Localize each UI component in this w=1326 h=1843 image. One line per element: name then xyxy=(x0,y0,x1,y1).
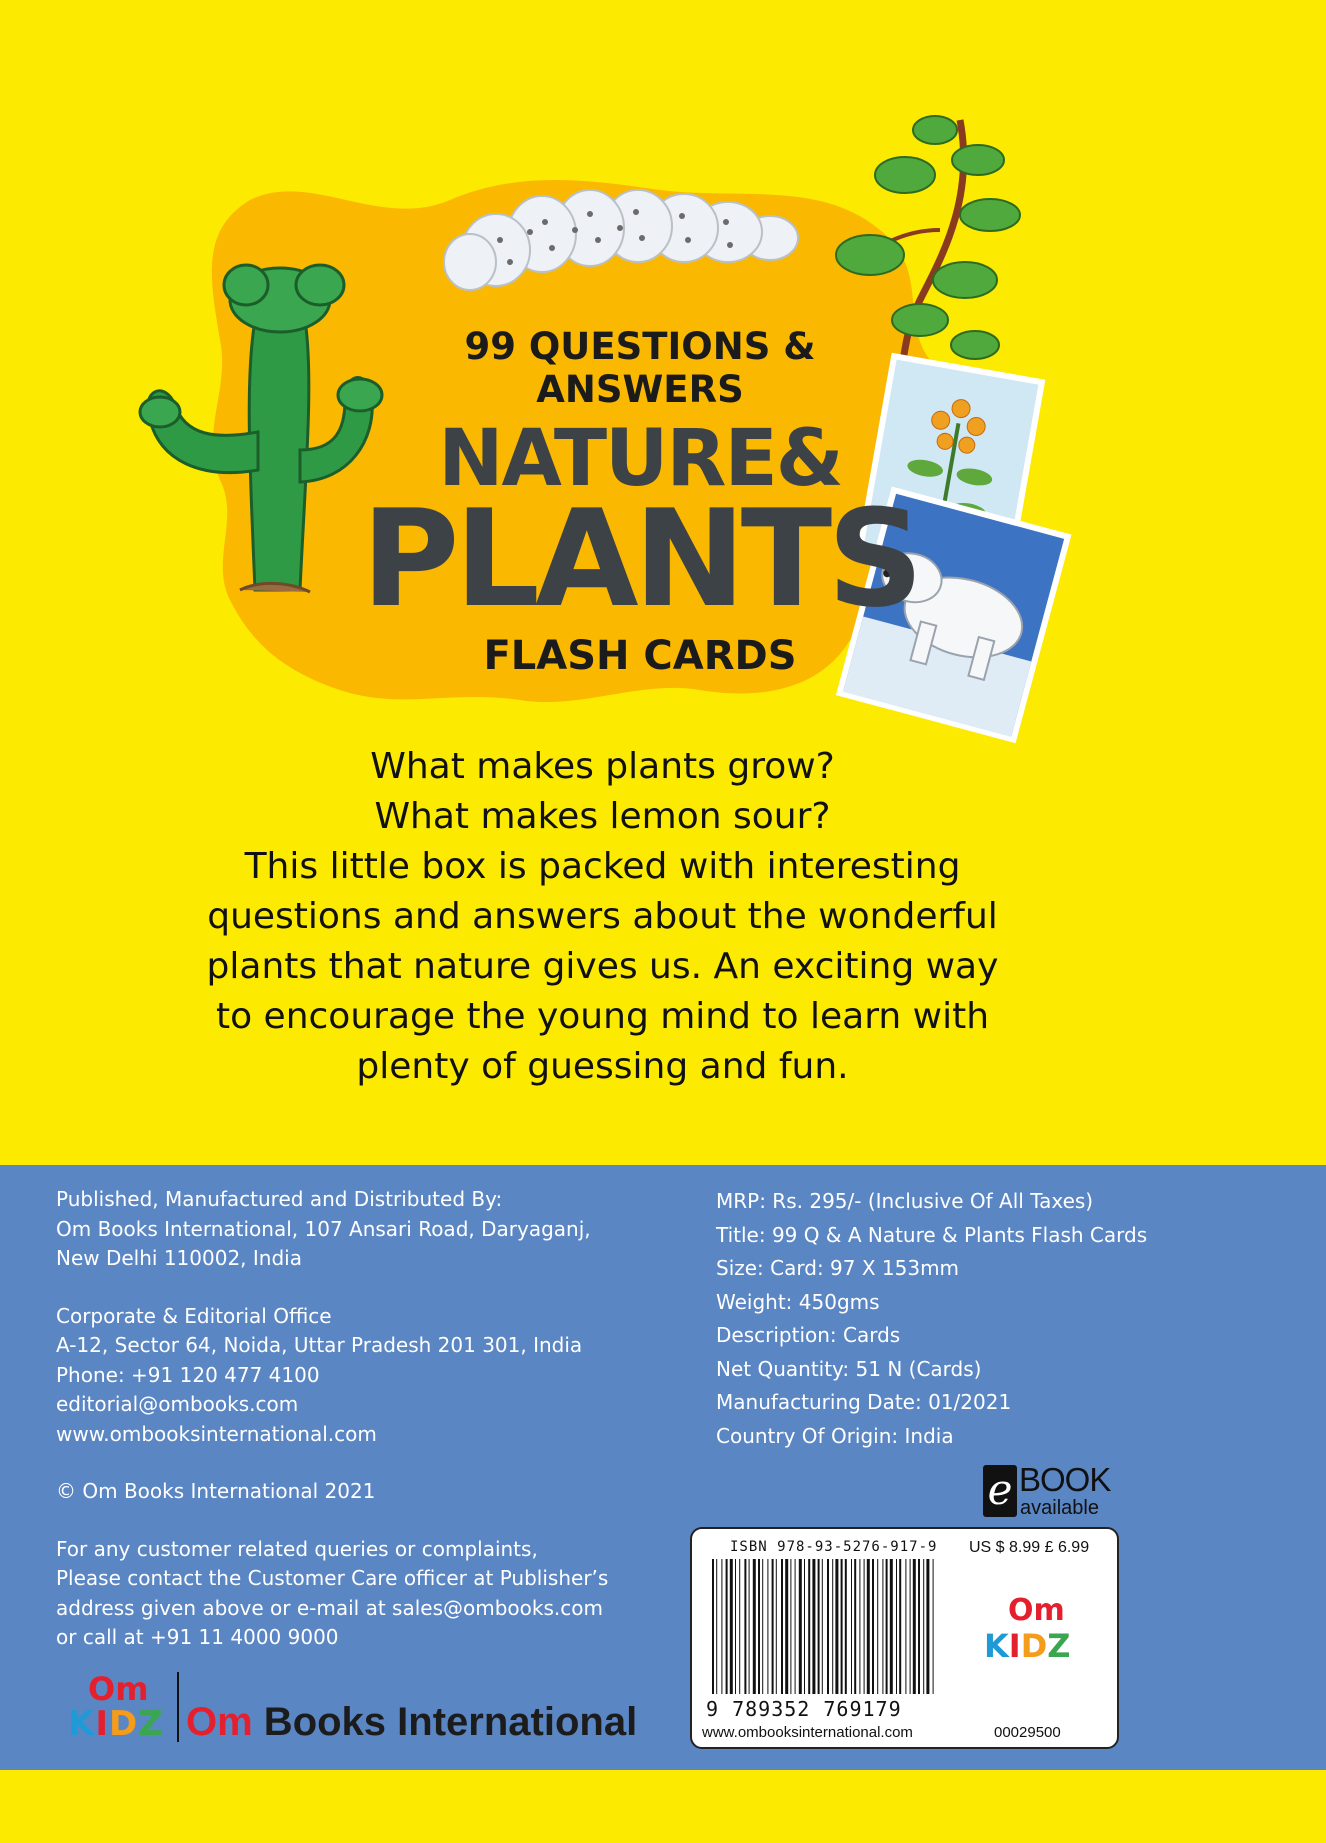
om-kidz-logo-small xyxy=(982,1593,1082,1683)
ebook-available-badge xyxy=(983,1463,1109,1519)
om-kidz-logo-kidz: KIDZ xyxy=(68,1704,164,1744)
om-books-international-wordmark xyxy=(186,1700,637,1745)
spec-description: Description: Cards xyxy=(716,1323,901,1347)
office-website: www.ombooksinternational.com xyxy=(56,1421,377,1446)
ebook-word: BOOK xyxy=(1019,1461,1111,1498)
office-line: A-12, Sector 64, Noida, Uttar Pradesh 201 301, India xyxy=(56,1333,583,1357)
title-flash-cards: FLASH CARDS xyxy=(483,633,797,679)
brand-om: Om xyxy=(186,1700,253,1744)
copyright-line: © Om Books International 2021 xyxy=(56,1479,376,1503)
blurb-line: questions and answers about the wonderful xyxy=(207,896,998,937)
spec-size: Size: Card: 97 X 153mm xyxy=(716,1256,960,1280)
blurb-line: to encourage the young mind to learn with xyxy=(215,996,990,1037)
office-line: Phone: +91 120 477 4100 xyxy=(56,1362,320,1387)
support-line: Please contact the Customer Care officer at Publisher’s xyxy=(56,1566,609,1590)
title-nature: NATURE& xyxy=(438,414,842,504)
support-line: For any customer related queries or complaints, xyxy=(56,1536,538,1561)
om-kidz-small-om: Om xyxy=(1008,1593,1065,1628)
spec-date: Manufacturing Date: 01/2021 xyxy=(716,1390,1012,1414)
isbn-text: ISBN 978-93-5276-917-9 xyxy=(730,1539,938,1555)
price-text: US $ 8.99 £ 6.99 xyxy=(969,1539,1090,1556)
description-blurb xyxy=(170,742,1035,1092)
barcode-icon xyxy=(710,1559,940,1699)
barcode-number: 9 789352 769179 xyxy=(706,1697,902,1721)
om-kidz-small-kidz: KIDZ xyxy=(984,1627,1071,1665)
spec-weight: Weight: 450gms xyxy=(716,1289,880,1314)
publisher-line: New Delhi 110002, India xyxy=(56,1246,302,1270)
product-code: 00029500 xyxy=(994,1724,1061,1741)
ebook-available-text: available xyxy=(1020,1497,1099,1519)
support-line: or call at +91 11 4000 9000 xyxy=(56,1625,339,1649)
blurb-line: plants that nature gives us. An exciting way xyxy=(206,946,999,987)
title-subheading: 99 QUESTIONS & ANSWERS xyxy=(464,325,816,411)
blurb-line: What makes plants grow? xyxy=(370,746,835,787)
publisher-info xyxy=(56,1185,656,1653)
logo-divider xyxy=(177,1672,179,1742)
office-email: editorial@ombooks.com xyxy=(56,1392,299,1416)
brand-rest: Books International xyxy=(252,1700,638,1744)
spec-title: Title: 99 Q & A Nature & Plants Flash Cards xyxy=(716,1222,1148,1247)
publisher-line: Om Books International, 107 Ansari Road, Daryaganj, xyxy=(56,1216,591,1241)
publisher-line: Published, Manufactured and Distributed By: xyxy=(56,1187,503,1211)
office-line: Corporate & Editorial Office xyxy=(56,1303,332,1328)
title-plants: PLANTS xyxy=(361,481,919,637)
barcode-url: www.ombooksinternational.com xyxy=(702,1724,913,1741)
barcode-label xyxy=(690,1527,1119,1749)
spec-mrp: MRP: Rs. 295/- (Inclusive Of All Taxes) xyxy=(716,1189,1094,1213)
spec-origin: Country Of Origin: India xyxy=(716,1423,954,1448)
blurb-line: This little box is packed with interesting xyxy=(244,846,961,887)
om-books-footer-logo xyxy=(60,1670,680,1750)
blurb-line: What makes lemon sour? xyxy=(374,796,831,837)
product-specs xyxy=(716,1185,1276,1453)
spec-quantity: Net Quantity: 51 N (Cards) xyxy=(716,1356,982,1381)
om-kidz-logo-om: Om xyxy=(88,1670,149,1708)
cover-title xyxy=(360,325,920,679)
support-line: address given above or e-mail at sales@ombooks.com xyxy=(56,1595,603,1620)
blurb-line: plenty of guessing and fun. xyxy=(356,1046,849,1087)
ebook-e-icon: e xyxy=(983,1465,1017,1517)
